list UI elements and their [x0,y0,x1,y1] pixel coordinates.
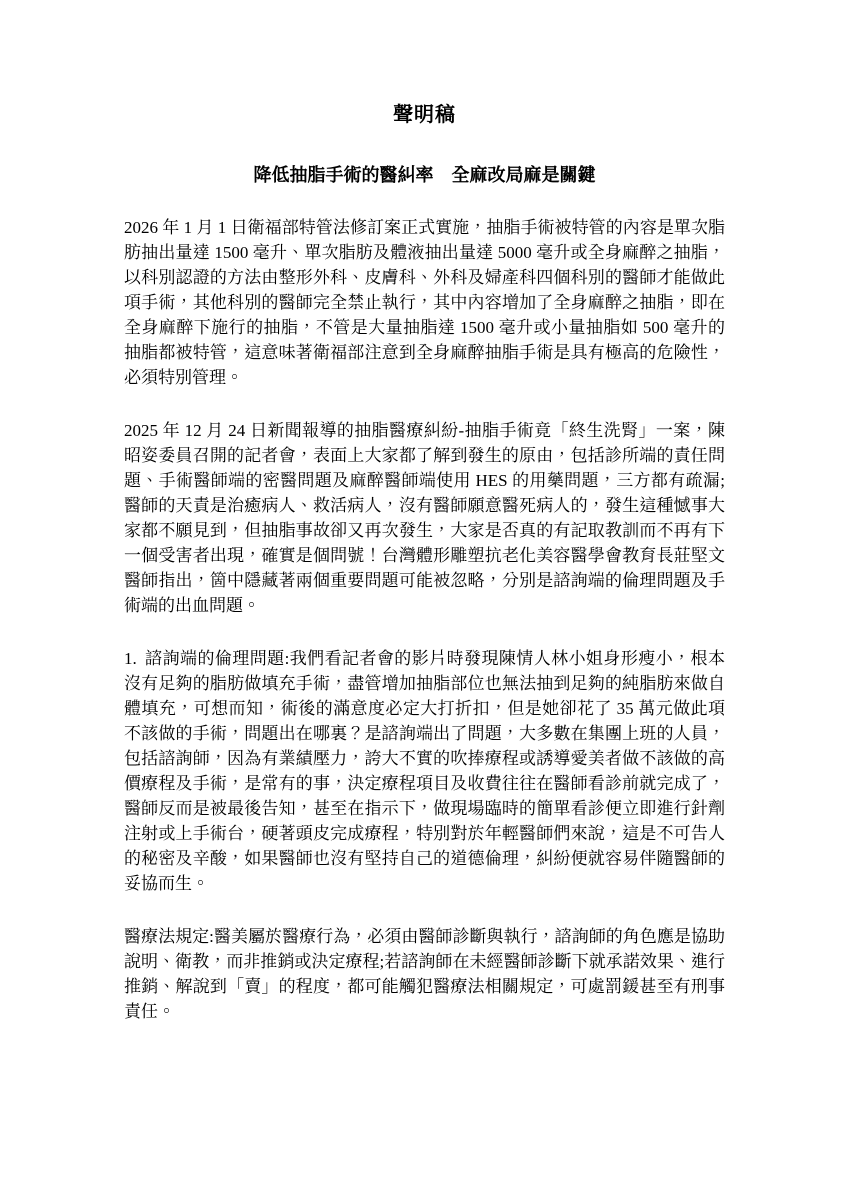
paragraph-text: 諮詢端的倫理問題:我們看記者會的影片時發現陳情人林小姐身形瘦小，根本沒有足夠的脂肪做填充手術，盡管增加抽脂部位也無法抽到足夠的純脂肪來做自體填充，可想而知，術後的滿意度必定大打折扣，但是她卻花了 35 萬元做此項不該做的手術，問題出在哪裏？是諮詢端出了問題，大多數在集團上班的人員，包括諮詢師，因為有業績壓力，誇大不實的吹捧療程或誘導愛美者做不該做的高價療程及手術，是常有的事，決定療程項目及收費往往在醫師看診前就完成了，醫師反而是被最後告知，甚至在指示下，做現場臨時的簡單看診便立即進行針劑注射或上手術台，硬著頭皮完成療程，特別對於年輕醫師們來說，這是不可告人的秘密及辛酸，如果醫師也沒有堅持自己的道德倫理，糾紛便就容易伴隨醫師的妥協而生。 [124,649,726,893]
paragraph [124,924,725,1024]
paragraph [124,646,725,896]
document-title: 聲明稿 [393,104,456,126]
paragraph-text: 2026 年 1 月 1 日衛福部特管法修訂案正式實施，抽脂手術被特管的內容是單次脂肪抽出量達 1500 毫升、單次脂肪及體液抽出量達 5000 毫升或全身麻醉之抽脂，以科別認證的方法由整形外科、皮膚科、外科及婦產科四個科別的醫師才能做此項手術，其他科別的醫師完全禁止執行，其中內容增加了全身麻醉之抽脂，即在全身麻醉下施行的抽脂，不管是大量抽脂達 1500 毫升或小量抽脂如 500 毫升的抽脂都被特管，這意味著衛福部注意到全身麻醉抽脂手術是具有極高的危險性，必須特別管理。 [124,218,726,387]
document-body [124,215,725,1024]
document-subtitle: 降低抽脂手術的醫糾率 全麻改局麻是關鍵 [253,165,596,185]
paragraph-text: 醫療法規定:醫美屬於醫療行為，必須由醫師診斷與執行，諮詢師的角色應是協助說明、衛教，而非推銷或決定療程;若諮詢師在未經醫師診斷下就承諾效果、進行推銷、解說到「賣」的程度，都可能觸犯醫療法相關規定，可處罰鍰甚至有刑事責任。 [124,927,726,1021]
paragraph [124,215,725,390]
paragraph-text: 2025 年 12 月 24 日新聞報導的抽脂醫療糾紛-抽脂手術竟「終生洗腎」一案，陳昭姿委員召開的記者會，表面上大家都了解到發生的原由，包括診所端的責任問題、手術醫師端的密醫問題及麻醉醫師端使用 HES 的用藥問題，三方都有疏漏;醫師的天責是治癒病人、救活病人，沒有醫師願意醫死病人的，發生這種憾事大家都不願見到，但抽脂事故卻又再次發生，大家是否真的有記取教訓而不再有下一個受害者出現，確實是個問號！台灣體形雕塑抗老化美容醫學會教育長莊堅文醫師指出，箇中隱藏著兩個重要問題可能被忽略，分別是諮詢端的倫理問題及手術端的出血問題。 [124,421,725,615]
paragraph-number: 1. [124,649,137,668]
document-content [124,0,725,1024]
paragraph [124,418,725,618]
